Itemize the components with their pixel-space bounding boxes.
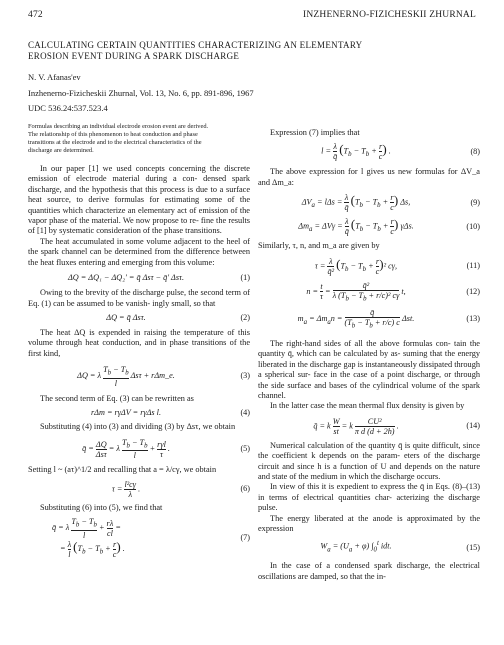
paragraph: Owing to the brevity of the discharge pulse, the second term of Eq. (1) can be assumed to be vanish- ingly small, so that — [28, 288, 251, 308]
paragraph: The energy liberated at the anode is approximated by the expression — [258, 513, 481, 533]
paragraph: In the latter case the mean thermal flux density is given by — [270, 401, 465, 411]
equation-9: $\Delta V_a = l\Delta s$ = $\frac{\lambda}{q̄}$ ($T_b - T_b$ + $\frac{r}{c}$ ) Δs, (9) — [301, 192, 480, 213]
equation-4: rΔm = rγΔV = rγΔs l. (4) — [91, 407, 250, 417]
paragraph: The above expression for l gives us new formulas for ΔV_a and Δm_a: — [258, 167, 480, 187]
udc: UDC 536.24:537.523.4 — [28, 103, 108, 113]
right-column — [258, 128, 480, 582]
equation-13: $m_a = \Delta m_an$ = $\frac{q̄}{(T_b - T_b + r/c) c}$ Δst. (13) — [297, 308, 480, 330]
equation-6: τ = $\frac{\text{l²cγ}}{\lambda}$ . (6) — [111, 479, 250, 499]
equation-14: q̄ = k $\frac{W}{st}$ = k $\frac{\text{CU²}}{\text{π d (d + 2h)}}$ . (14) — [313, 416, 480, 436]
paragraph: Similarly, τ, n, and m_a are given by — [258, 241, 380, 251]
equation-3: ΔQ = λ $\frac{T_b - T_b}{l}$ Δsτ + rΔm_e. (3) — [77, 364, 250, 388]
equation-11: τ = $\frac{\lambda}{\text{q̄²}}$ ($T_b - T_b$ + $\frac{r}{c}$ )² cγ, (11) — [314, 256, 480, 276]
paragraph: In view of this it is expedient to express the q̄ in Eqs. (8)–(13) in terms of electrical quantities char- acterizing the discharge pulse. — [258, 482, 480, 513]
paragraph: Setting l ~ (aτ)^1/2 and recalling that a = λ/cγ, we obtain — [28, 465, 217, 475]
article-title: CALCULATING CERTAIN QUANTITIES CHARACTERIZING AN ELEMENTARY EROSION EVENT DURING A SPARK DISCHARGE — [28, 40, 363, 61]
abstract: Formulas describing an individual electrode erosion event are derived. The relationship of this phenomenon to heat conduction and phase transitions at the electrode and to the electrical characteristics of the discharge are determined. — [28, 123, 209, 154]
paragraph: The second term of Eq. (3) can be rewritten as — [40, 393, 194, 403]
paragraph: In the case of a condensed spark discharge, the electrical oscillations are damped, so that the in- — [258, 561, 480, 581]
page-number: 472 — [28, 10, 43, 20]
paragraph: The heat ΔQ is expended in raising the temperature of this volume through heat conduction, and in phase transitions of the first kind, — [28, 327, 251, 358]
paragraph: Substituting (4) into (3) and dividing (3) by Δsτ, we obtain — [40, 422, 236, 432]
equation-10: $\Delta m_a = \Delta V\gamma$ = $\frac{\lambda}{q̄}$ ($T_b - T_b$ + $\frac{r}{c}$ ) γΔs. (10) — [298, 216, 480, 237]
paragraph: The heat accumulated in some volume adjacent to the heel of the spark channel can be determined from the difference between the heat fluxes entering and emerging from this volume: — [28, 236, 251, 267]
left-column — [28, 164, 250, 563]
author: N. V. Afanas'ev — [28, 72, 81, 82]
paragraph: Substituting (6) into (5), we find that — [40, 502, 163, 512]
journal-name: INZHENERNO-FIZICHESKII ZHURNAL — [302, 10, 476, 20]
equation-15: $W_a = (U_a + \varphi)$ $\int_0^t$ idt. (15) — [320, 540, 480, 554]
equation-2: ΔQ = q̄ Δsτ. (2) — [106, 313, 250, 323]
equation-8: l = $\frac{\lambda}{q̄}$ ($T_b - T_b$ + $\frac{r}{c}$ ) . (8) — [321, 141, 480, 162]
paragraph: The right-hand sides of all the above formulas con- tain the quantity q̄, which can be calculated by as- suming that the energy liberated in the discharge gap is instantaneously dissipated through a spherical sur- face in the case of a point discharge, or through the side surface and bases of the cylindrical volume of the spark channel. — [258, 338, 481, 400]
equation-12: n = $\frac{t}{\tau}$ = $\frac{\text{q̄²}}{\lambda (T_b - T_b + r/c)^2 c\gamma}$ t, (12) — [306, 280, 480, 303]
equation-1: ΔQ = ΔQ₁ − ΔQ₂′ = q̄ Δsτ − q̄′ Δsτ. (1) — [67, 273, 250, 283]
paragraph: Expression (7) implies that — [270, 128, 360, 137]
equation-7: q̄ = λ $\frac{T_b - T_b}{l}$ + $\frac{r\lambda}{cl}$ = = $\frac{\lambda}{l}$ ($T_b - T_b$ + $\frac{r}{c}$ ) . (7) — [52, 517, 250, 559]
paragraph: Numerical calculation of the quantity q̄ is quite difficult, since the coefficient k depends on the param- eters of the discharge circuit and since h is a function of U and depends on the nature and state of the medium in which the discharge occurs. — [258, 440, 481, 481]
citation: Inzhenerno-Fizicheskii Zhurnal, Vol. 13, No. 6, pp. 891-896, 1967 — [28, 88, 254, 98]
equation-5: q̄ = $\frac{\Delta Q}{\text{Δsτ}}$ = λ $\frac{T_b - T_b}{l}$ + $\frac{\text{rγl}}{\tau}$ . (5) — [82, 437, 250, 461]
paragraph: In our paper [1] we used concepts concerning the discrete emission of electrode material during a con- densed spark discharge, and the hypothesis that this process is due to a surface heat source, to derive formulas for estimating some of the quantities which characterize an elementary act of emission of the vapor phase of the material. We now propose to re- fine the results of [1] by systematic consideration of the phase transitions. — [28, 164, 251, 236]
